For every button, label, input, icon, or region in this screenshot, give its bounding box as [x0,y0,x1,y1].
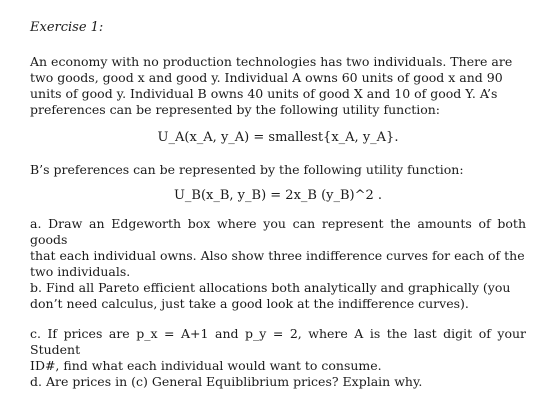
intro-paragraph [30,54,526,118]
part-a-line-2: that each individual owns. Also show three indifference curves for each of the [30,248,525,263]
part-d-line-1: d. Are prices in (c) General Equiblibrium prices? Explain why. [30,374,423,389]
utility-equation-a: U_A(x_A, y_A) = smallest{x_A, y_A}. [157,130,399,145]
intro-line-4: preferences can be represented by the following utility function: [30,102,441,117]
exercise-title: Exercise 1: [30,20,104,35]
part-c-line-1: c. If prices are p_x = A+1 and p_y = 2, where A is the last digit of your Student [30,326,526,357]
part-b-line-2: don’t need calculus, just take a good look at the indifference curves). [30,296,469,311]
intro-line-2: two goods, good x and good y. Individual A owns 60 units of good x and 90 [30,70,503,85]
intro-line-1: An economy with no production technologies has two individuals. There are [30,54,513,69]
part-c-line-2: ID#, find what each individual would want to consume. [30,358,382,373]
utility-equation-b: U_B(x_B, y_B) = 2x_B (y_B)^2 . [173,188,383,203]
part-b-line-1: b. Find all Pareto efficient allocations both analytically and graphically (you [30,280,511,295]
part-a-paragraph [30,216,526,280]
part-d-paragraph [30,374,526,390]
b-preferences-sentence: B’s preferences can be represented by the following utility function: [30,162,464,177]
part-a-line-1: a. Draw an Edgeworth box where you can represent the amounts of both goods [30,216,526,247]
part-c-paragraph [30,326,526,374]
part-b-paragraph [30,280,526,312]
part-a-line-3: two individuals. [30,264,131,279]
intro-line-3: units of good y. Individual B owns 40 units of good X and 10 of good Y. A’s [30,86,498,101]
